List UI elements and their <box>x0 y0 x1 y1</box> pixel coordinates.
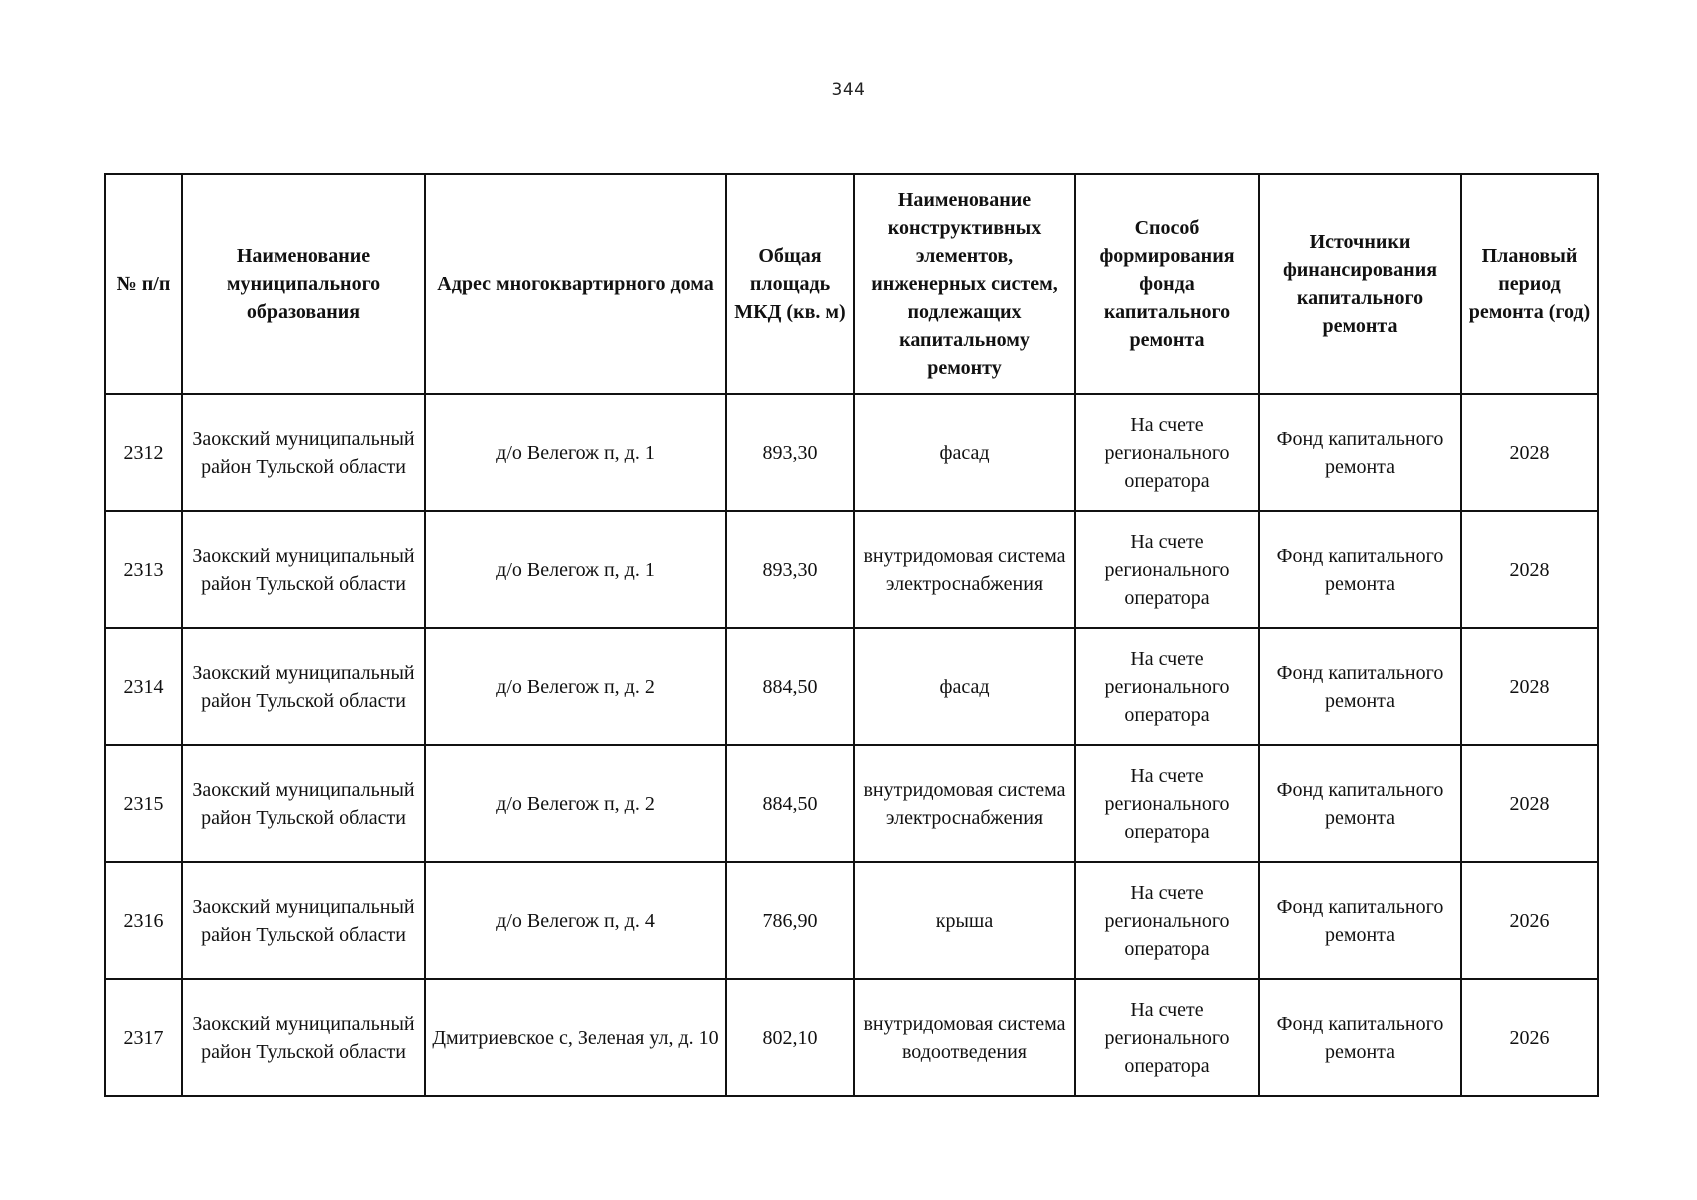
cell-area: 802,10 <box>726 979 854 1096</box>
cell-address: д/о Велегож п, д. 4 <box>425 862 726 979</box>
header-row <box>105 174 1598 394</box>
page-number: 344 <box>831 80 866 100</box>
header-area: Общая площадь МКД (кв. м) <box>726 174 854 394</box>
cell-planned-year: 2028 <box>1461 511 1598 628</box>
cell-area: 884,50 <box>726 745 854 862</box>
cell-funding-source: Фонд капитального ремонта <box>1259 745 1461 862</box>
table-row <box>105 511 1598 628</box>
cell-municipality: Заокский муниципальный район Тульской области <box>182 745 425 862</box>
cell-fund-method: На счете регионального оператора <box>1075 511 1259 628</box>
cell-municipality: Заокский муниципальный район Тульской области <box>182 394 425 511</box>
cell-planned-year: 2026 <box>1461 862 1598 979</box>
cell-number: 2314 <box>105 628 182 745</box>
cell-elements: внутридомовая система электроснабжения <box>854 511 1075 628</box>
cell-area: 893,30 <box>726 394 854 511</box>
cell-address: д/о Велегож п, д. 1 <box>425 511 726 628</box>
cell-number: 2315 <box>105 745 182 862</box>
table-body <box>105 394 1598 1096</box>
header-fund-method: Способ формирования фонда капитального ремонта <box>1075 174 1259 394</box>
cell-area: 786,90 <box>726 862 854 979</box>
header-municipality: Наименование муниципального образования <box>182 174 425 394</box>
cell-address: Дмитриевское с, Зеленая ул, д. 10 <box>425 979 726 1096</box>
table-row <box>105 979 1598 1096</box>
header-number: № п/п <box>105 174 182 394</box>
header-planned-year: Плановый период ремонта (год) <box>1461 174 1598 394</box>
cell-elements: крыша <box>854 862 1075 979</box>
header-elements: Наименование конструктивных элементов, инженерных систем, подлежащих капитальному ремонту <box>854 174 1075 394</box>
cell-area: 893,30 <box>726 511 854 628</box>
table-header <box>105 174 1598 394</box>
cell-number: 2312 <box>105 394 182 511</box>
table-row <box>105 394 1598 511</box>
cell-fund-method: На счете регионального оператора <box>1075 862 1259 979</box>
cell-area: 884,50 <box>726 628 854 745</box>
cell-address: д/о Велегож п, д. 2 <box>425 628 726 745</box>
repair-program-table <box>104 173 1599 1097</box>
cell-funding-source: Фонд капитального ремонта <box>1259 394 1461 511</box>
cell-elements: внутридомовая система электроснабжения <box>854 745 1075 862</box>
cell-funding-source: Фонд капитального ремонта <box>1259 511 1461 628</box>
cell-fund-method: На счете регионального оператора <box>1075 979 1259 1096</box>
cell-municipality: Заокский муниципальный район Тульской области <box>182 628 425 745</box>
cell-number: 2313 <box>105 511 182 628</box>
table-row <box>105 862 1598 979</box>
header-address: Адрес многоквартирного дома <box>425 174 726 394</box>
cell-fund-method: На счете регионального оператора <box>1075 394 1259 511</box>
cell-municipality: Заокский муниципальный район Тульской области <box>182 979 425 1096</box>
cell-number: 2316 <box>105 862 182 979</box>
cell-planned-year: 2026 <box>1461 979 1598 1096</box>
cell-number: 2317 <box>105 979 182 1096</box>
cell-funding-source: Фонд капитального ремонта <box>1259 979 1461 1096</box>
cell-fund-method: На счете регионального оператора <box>1075 745 1259 862</box>
header-funding-source: Источники финансирования капитального ремонта <box>1259 174 1461 394</box>
cell-elements: внутридомовая система водоотведения <box>854 979 1075 1096</box>
cell-address: д/о Велегож п, д. 1 <box>425 394 726 511</box>
table-row <box>105 745 1598 862</box>
cell-planned-year: 2028 <box>1461 745 1598 862</box>
cell-municipality: Заокский муниципальный район Тульской области <box>182 511 425 628</box>
cell-address: д/о Велегож п, д. 2 <box>425 745 726 862</box>
cell-elements: фасад <box>854 394 1075 511</box>
cell-municipality: Заокский муниципальный район Тульской области <box>182 862 425 979</box>
cell-fund-method: На счете регионального оператора <box>1075 628 1259 745</box>
cell-elements: фасад <box>854 628 1075 745</box>
table-row <box>105 628 1598 745</box>
cell-planned-year: 2028 <box>1461 394 1598 511</box>
cell-planned-year: 2028 <box>1461 628 1598 745</box>
cell-funding-source: Фонд капитального ремонта <box>1259 862 1461 979</box>
cell-funding-source: Фонд капитального ремонта <box>1259 628 1461 745</box>
